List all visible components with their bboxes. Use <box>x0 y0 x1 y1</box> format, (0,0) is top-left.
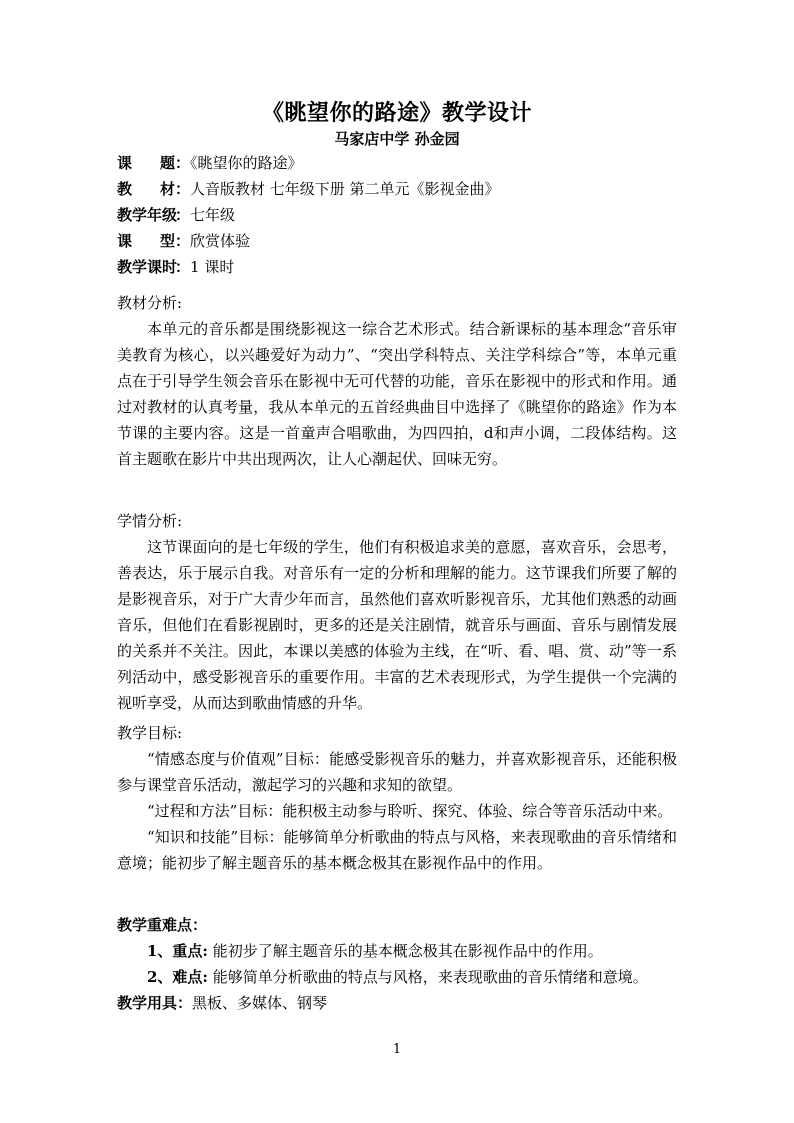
heading-material-analysis: 教材分析: <box>117 294 183 312</box>
meta-label-type: 课型 <box>117 232 175 250</box>
meta-row-textbook: 教材：人音版教材 七年级下册 第二单元《影视金曲》 <box>117 176 677 202</box>
meta-label-topic: 课题 <box>117 154 175 172</box>
key-point-difficulty <box>117 964 677 990</box>
meta-value-type: 欣赏体验 <box>190 232 251 250</box>
meta-row-grade: 教学年级：七年级 <box>117 202 677 228</box>
key-point-difficulty-label: 2、难点: <box>147 968 208 986</box>
heading-student-analysis: 学情分析: <box>117 512 183 530</box>
teaching-tools-value: 黑板、多媒体、钢琴 <box>192 994 328 1012</box>
document-author: 马家店中学 孙金园 <box>334 130 460 148</box>
paragraph-material-analysis: 本单元的音乐都是围绕影视这一综合艺术形式。结合新课标的基本理念“音乐审美教育为核心，以兴趣爱好为动力”、“突出学科特点、关注学科综合”等，本单元重点在于引导学生领会音乐在影视中无可代替的功能，音乐在影视中的形式和作用。通过对教材的认真考量，我从本单元的五首经典曲目中选择了《眺望你的路途》作为本节课的主要内容。这是一首童声合唱歌曲，为四四拍，d和声小调，二段体结构。这首主题歌在影片中共出现两次，让人心潮起伏、回味无穷。 <box>117 320 677 468</box>
key-point-focus <box>117 938 677 964</box>
meta-row-hours: 教学课时：1 课时 <box>117 254 677 280</box>
meta-label-hours: 教学课时 <box>117 258 178 276</box>
objective-emotion: “情感态度与价值观”目标：能感受影视音乐的魅力，并喜欢影视音乐，还能积极参与课堂音乐活动，激起学习的兴趣和求知的欲望。 <box>117 750 677 794</box>
key-point-focus-label: 1、重点: <box>147 942 208 960</box>
meta-row-type: 课型：欣赏体验 <box>117 228 677 254</box>
paragraph-student-analysis: 这节课面向的是七年级的学生，他们有积极追求美的意愿，喜欢音乐，会思考，善表达，乐于展示自我。对音乐有一定的分析和理解的能力。这节课我们所要了解的是影视音乐，对于广大青少年而言，虽然他们喜欢听影视音乐，尤其他们熟悉的动画音乐，但他们在看影视剧时，更多的还是关注剧情，就音乐与画面、音乐与剧情发展的关系并不关注。因此，本课以美感的体验为主线，在“听、看、唱、赏、动”等一系列活动中，感受影视音乐的重要作用。丰富的艺术表现形式，为学生提供一个完满的视听享受，从而达到歌曲情感的升华。 <box>117 538 677 712</box>
key-point-difficulty-text: 能够简单分析歌曲的特点与风格，来表现歌曲的音乐情绪和意境。 <box>207 968 648 986</box>
meta-value-textbook: 人音版教材 七年级下册 第二单元《影视金曲》 <box>190 180 500 198</box>
section-key-points <box>117 912 677 1016</box>
heading-key-points: 教学重难点： <box>117 916 208 934</box>
meta-label-grade: 教学年级 <box>117 206 178 224</box>
objective-process: “过程和方法”目标：能积极主动参与聆听、探究、体验、综合等音乐活动中来。 <box>147 802 673 820</box>
meta-row-topic: 课题：《眺望你的路途》 <box>117 150 677 176</box>
heading-objectives: 教学目标: <box>117 724 183 742</box>
meta-label-textbook: 教材 <box>117 180 175 198</box>
key-point-focus-text: 能初步了解主题音乐的基本概念极其在影视作品中的作用。 <box>207 942 603 960</box>
teaching-tools <box>117 990 677 1016</box>
section-material-analysis <box>117 290 677 472</box>
section-student-analysis <box>117 508 677 716</box>
teaching-tools-label: 教学用具： <box>117 994 193 1012</box>
page-number: 1 <box>392 1042 402 1057</box>
meta-value-hours: 1 课时 <box>190 258 235 276</box>
objective-knowledge: “知识和技能”目标：能够简单分析歌曲的特点与风格，来表现歌曲的音乐情绪和意境；能初步了解主题音乐的基本概念极其在影视作品中的作用。 <box>117 828 677 872</box>
section-objectives <box>117 720 677 876</box>
document-title: 《眺望你的路途》教学设计 <box>261 100 532 126</box>
lesson-meta <box>117 150 677 280</box>
meta-value-topic: 《眺望你的路途》 <box>190 154 303 172</box>
meta-value-grade: 七年级 <box>190 206 236 224</box>
